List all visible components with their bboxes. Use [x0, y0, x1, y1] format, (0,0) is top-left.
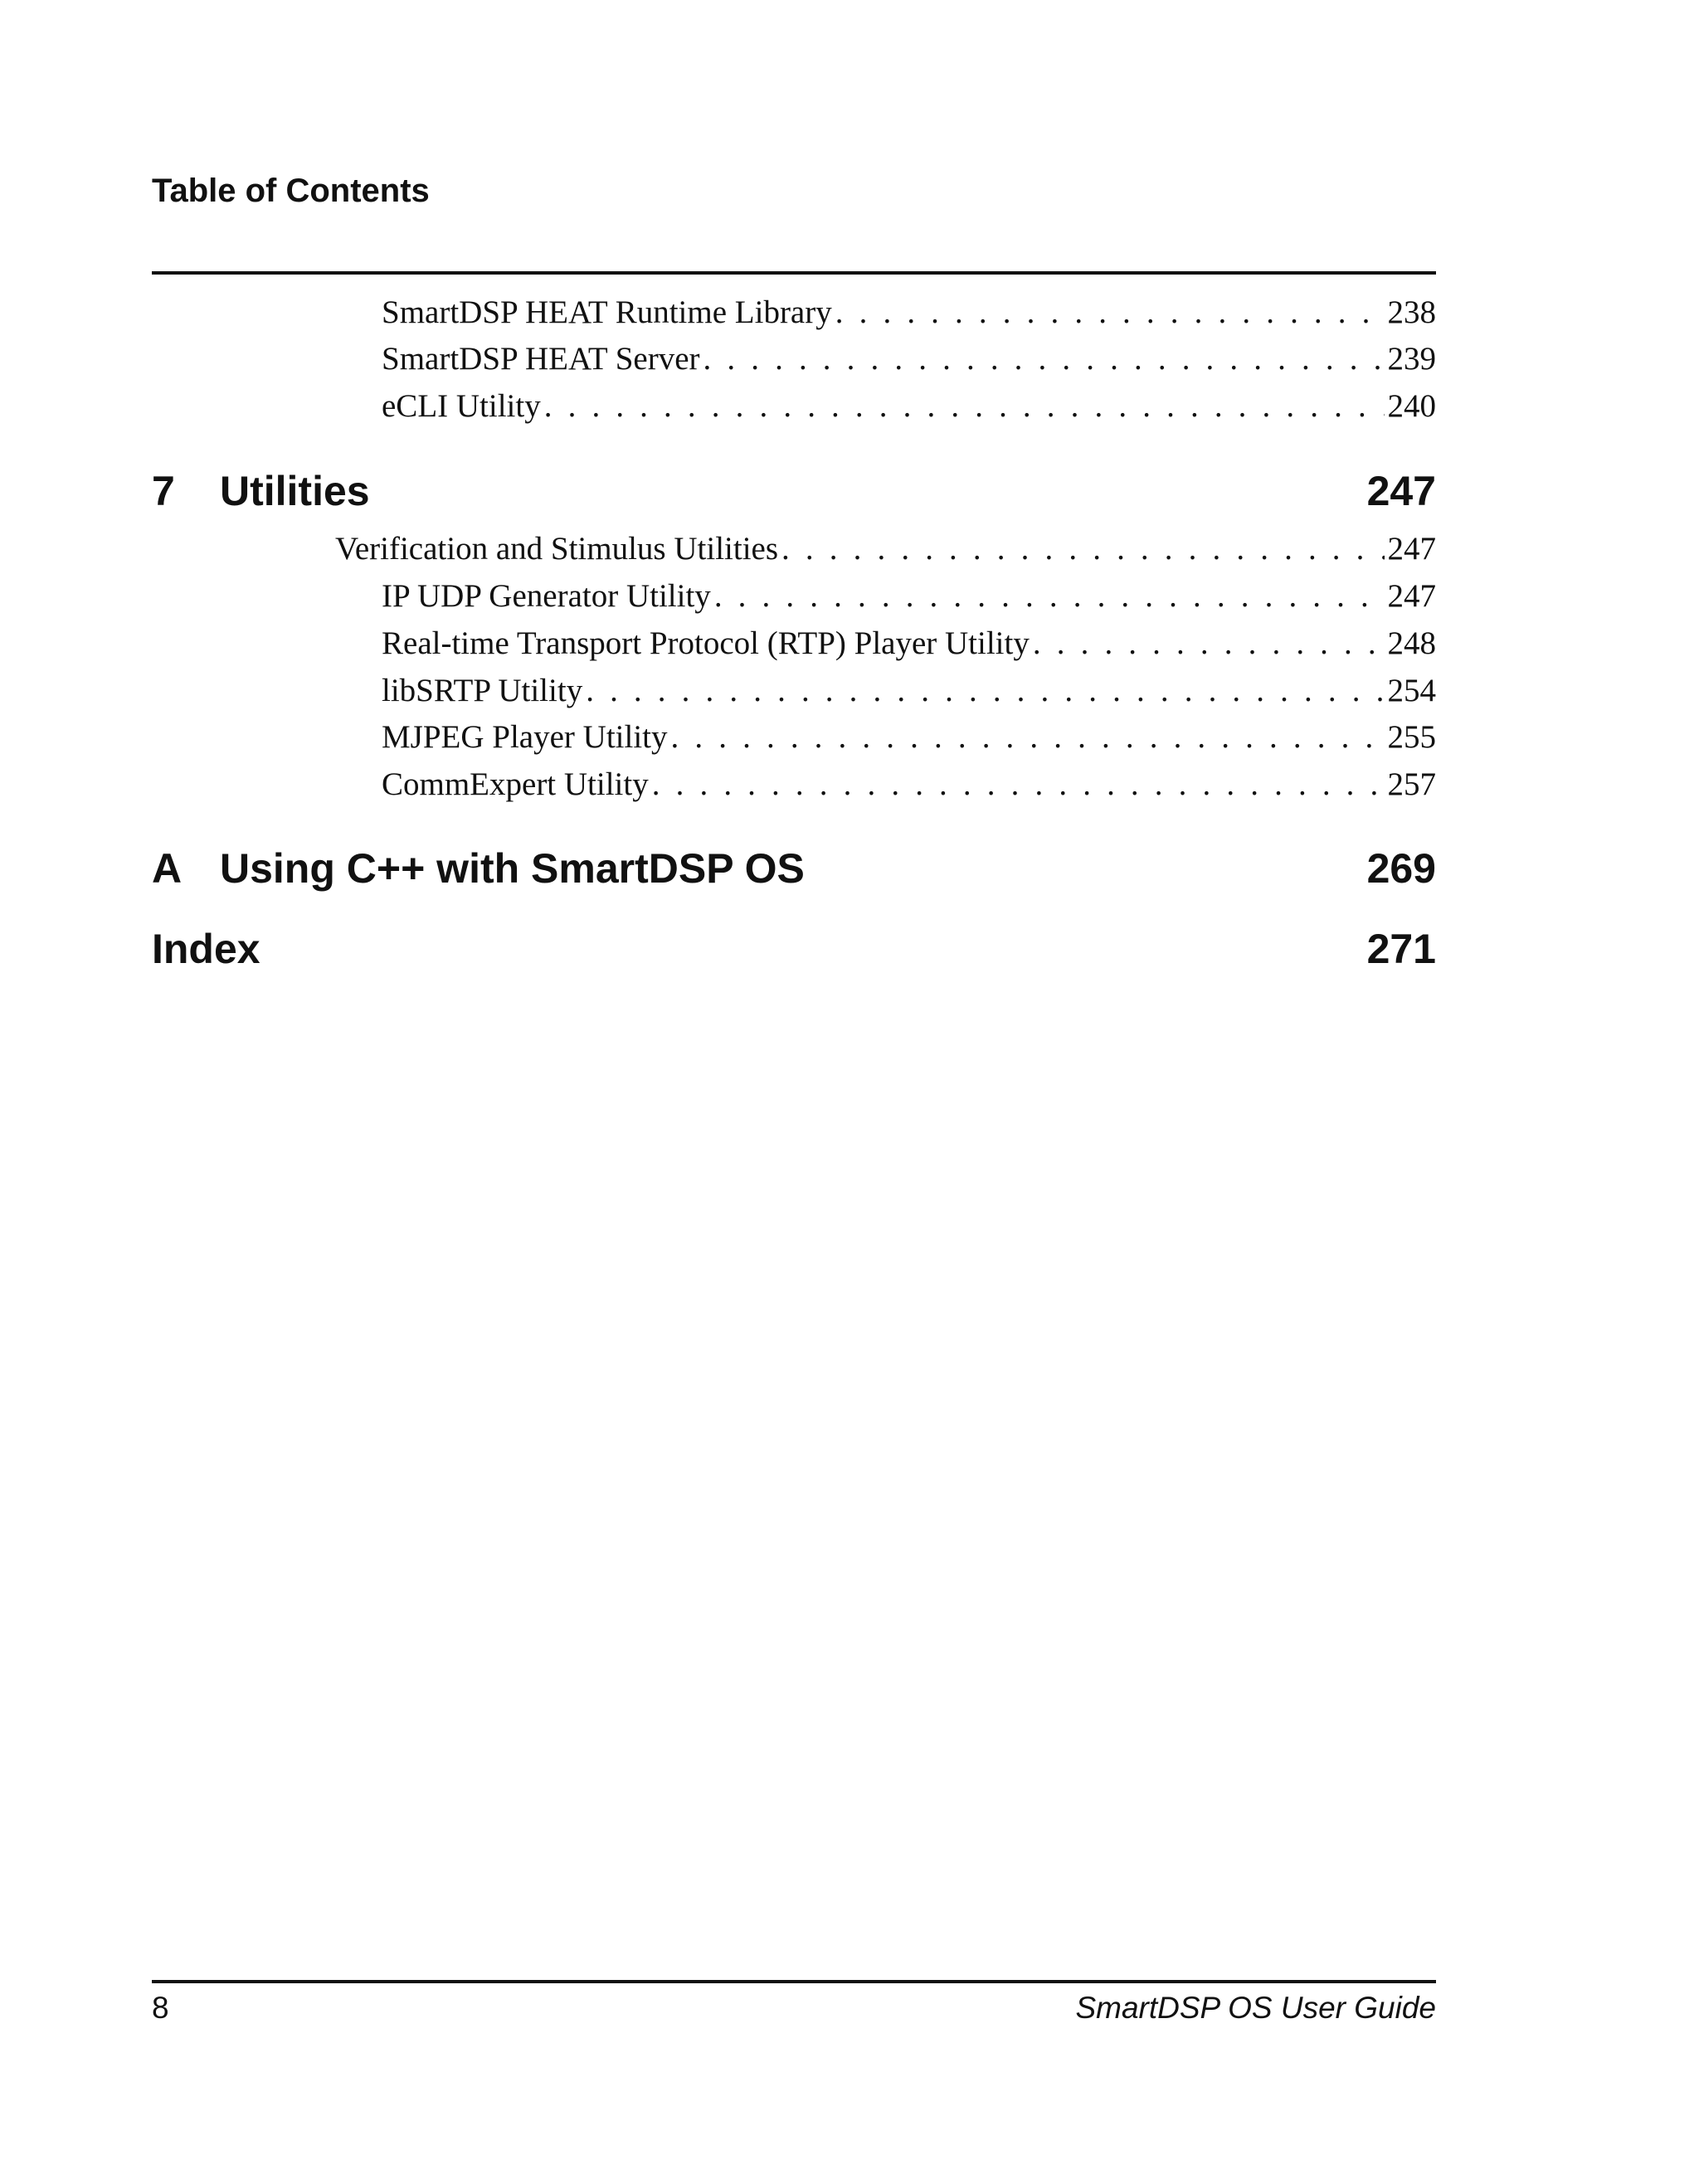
toc-entry-page: 257 [1387, 766, 1436, 802]
dot-leader [781, 528, 1384, 570]
toc-entry-label: eCLI Utility [382, 388, 541, 424]
toc-entry[interactable] [382, 670, 1436, 712]
toc-entry-page: 238 [1387, 294, 1436, 330]
dot-leader [714, 576, 1385, 617]
chapter-number: A [152, 845, 183, 892]
toc-entry-label: libSRTP Utility [382, 673, 583, 708]
toc-entry[interactable] [382, 576, 1436, 617]
toc-entry-label: IP UDP Generator Utility [382, 578, 711, 614]
dot-leader [835, 292, 1385, 333]
toc-entry-page: 255 [1387, 719, 1436, 755]
dot-leader [652, 764, 1385, 805]
dot-leader [671, 717, 1385, 758]
toc-entry-page: 248 [1387, 625, 1436, 661]
chapter-title: Index [152, 926, 260, 972]
header-rule [152, 271, 1436, 275]
toc-entry[interactable] [382, 338, 1436, 380]
toc-entry[interactable] [382, 717, 1436, 758]
chapter-title: Utilities [220, 468, 370, 514]
running-header: Table of Contents [152, 173, 430, 209]
chapter-page: 269 [1366, 845, 1436, 892]
toc-entry-label: SmartDSP HEAT Server [382, 341, 700, 377]
toc-chapter-index[interactable] [152, 922, 1436, 975]
chapter-page: 247 [1366, 468, 1436, 514]
dot-leader [586, 670, 1384, 712]
toc-entry-label: Real-time Transport Protocol (RTP) Player Utility [382, 625, 1030, 661]
footer-rule [152, 1980, 1436, 1983]
chapter-number: 7 [152, 468, 175, 514]
toc-entry-page: 247 [1387, 531, 1436, 567]
footer-doc-title: SmartDSP OS User Guide [1075, 1991, 1436, 2025]
toc-entry-page: 239 [1387, 341, 1436, 377]
toc-chapter-cpp[interactable] [152, 842, 1436, 895]
toc-entry[interactable] [382, 623, 1436, 664]
dot-leader [1033, 623, 1385, 664]
toc-entry[interactable] [382, 764, 1436, 805]
toc-entry[interactable] [382, 292, 1436, 333]
toc-chapter-utilities[interactable] [152, 465, 1436, 518]
toc-entry-label: MJPEG Player Utility [382, 719, 668, 755]
toc-entry-label: CommExpert Utility [382, 766, 649, 802]
chapter-page: 271 [1366, 926, 1436, 972]
toc-section[interactable] [335, 528, 1436, 570]
toc-entry-label: Verification and Stimulus Utilities [335, 531, 779, 567]
dot-leader [703, 338, 1385, 380]
dot-leader [544, 386, 1385, 427]
toc-entry[interactable] [382, 386, 1436, 427]
toc-entry-page: 254 [1387, 673, 1436, 708]
toc-entry-page: 247 [1387, 578, 1436, 614]
footer-page-number: 8 [152, 1991, 169, 2025]
toc-entry-page: 240 [1387, 388, 1436, 424]
toc-entry-label: SmartDSP HEAT Runtime Library [382, 294, 832, 330]
chapter-title: Using C++ with SmartDSP OS [220, 845, 805, 892]
